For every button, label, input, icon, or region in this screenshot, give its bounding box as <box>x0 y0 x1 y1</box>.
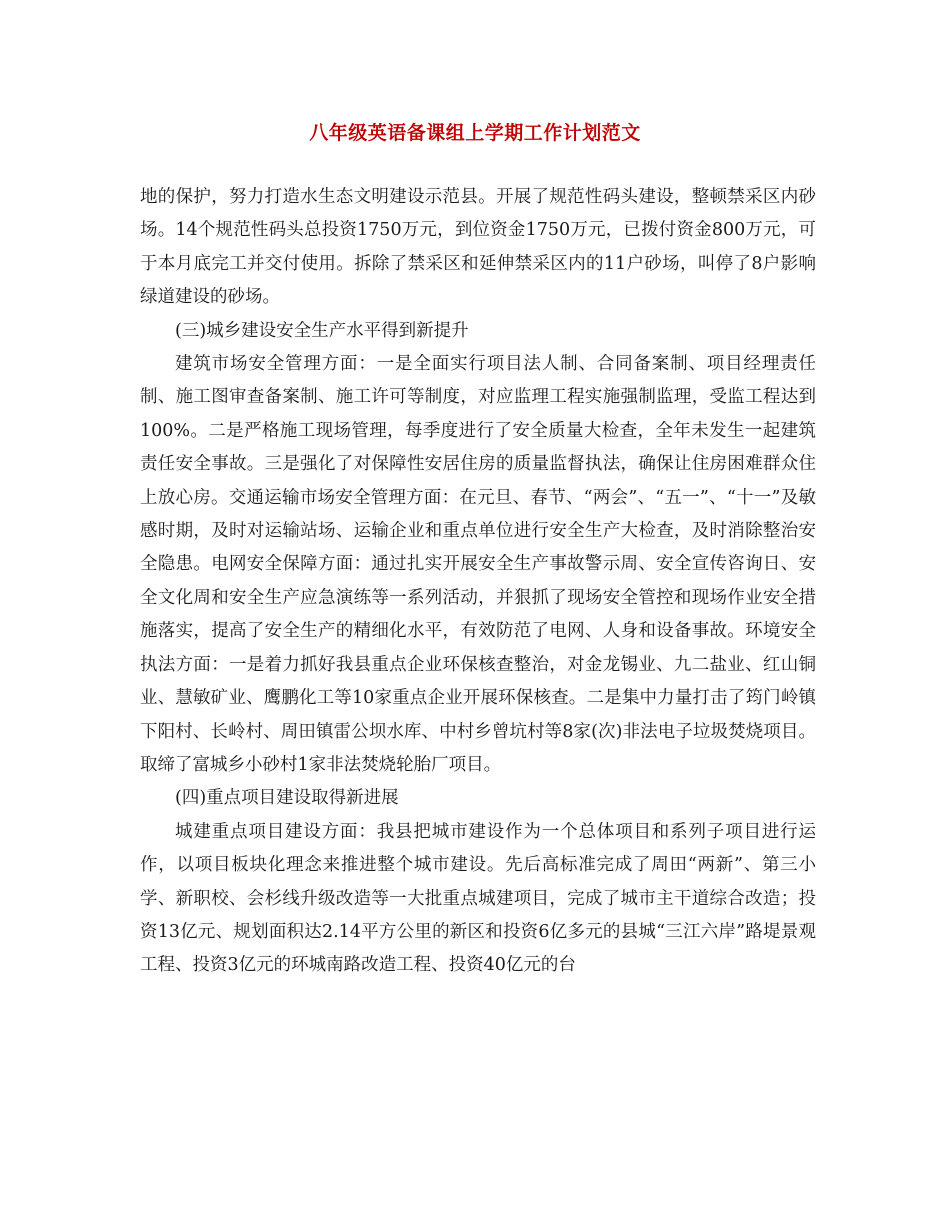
section-heading-urban-rural-safety: (三)城乡建设安全生产水平得到新提升 <box>175 320 469 341</box>
paragraph-urban-construction: 城建重点项目建设方面：我县把城市建设作为一个总体项目和系列子项目进行运作，以项目板块化理念来推进整个城市建设。先后高标准完成了周田“两新”、第三小学、新职校、会杉线升级改造等一大批重点城建项目，完成了城市主干道综合改造；投资13亿元、规划面积达2.14平方公里的新区和投资6亿多元的县城“三江六岸”路堤景观工程、投资3亿元的环城南路改造工程、投资40亿元的台 <box>140 821 816 976</box>
section-heading-key-projects: (四)重点项目建设取得新进展 <box>175 788 399 809</box>
document-title: 八年级英语备课组上学期工作计划范文 <box>309 122 641 144</box>
paragraph-safety-management: 建筑市场安全管理方面：一是全面实行项目法人制、合同备案制、项目经理责任制、施工图审查备案制、施工许可等制度，对应监理工程实施强制监理，受监工程达到100%。二是严格施工现场管理，每季度进行了安全质量大检查，全年未发生一起建筑责任安全事故。三是强化了对保障性安居住房的质量监督执法，确保让住房困难群众住上放心房。交通运输市场安全管理方面：在元旦、春节、“两会”、“五一”、“十一”及敏感时期，及时对运输站场、运输企业和重点单位进行安全生产大检查，及时消除整治安全隐患。电网安全保障方面：通过扎实开展安全生产事故警示周、安全宣传咨询日、安全文化周和安全生产应急演练等一系列活动，并狠抓了现场安全管控和现场作业安全措施落实，提高了安全生产的精细化水平，有效防范了电网、人身和设备事故。环境安全执法方面：一是着力抓好我县重点企业环保核查整治，对金龙锡业、九二盐业、红山铜业、慧敏矿业、鹰鹏化工等10家重点企业开展环保核查。二是集中力量打击了筠门岭镇下阳村、长岭村、周田镇雷公坝水库、中村乡曾坑村等8家(次)非法电子垃圾焚烧项目。取缔了富城乡小砂村1家非法焚烧轮胎厂项目。 <box>140 354 816 775</box>
document-body <box>140 181 816 983</box>
paragraph-intro: 地的保护，努力打造水生态文明建设示范县。开展了规范性码头建设，整顿禁采区内砂场。14个规范性码头总投资1750万元，到位资金1750万元，已拨付资金800万元，可于本月底完工并交付使用。拆除了禁采区和延伸禁采区内的11户砂场，叫停了8户影响绿道建设的砂场。 <box>140 187 816 308</box>
